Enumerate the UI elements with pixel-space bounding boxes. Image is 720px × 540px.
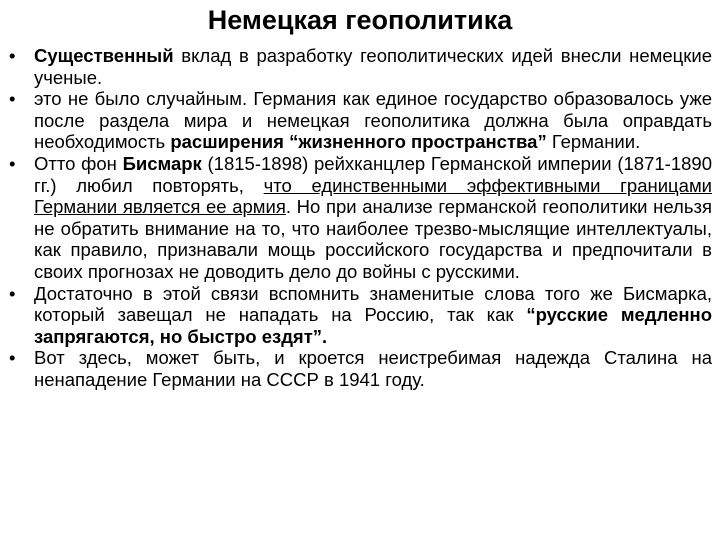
bullet-text: Отто фон [34,152,123,174]
bullet-item [9,283,712,348]
slide-title: Немецкая геополитика [207,5,513,35]
bullet-list [9,45,712,391]
bullet-text: это не было случайным. Германия как единое государство образовалось уже после раздела мира и немецкая геополитика должна была оправдать необходимость [34,88,712,153]
bullet-text: вклад в разработку геополитических идей внесли немецкие ученые. [34,45,712,88]
bullet-item [9,347,712,390]
bold-name: Бисмарк [122,152,202,174]
bullet-item [9,88,712,153]
bullet-text: Вот здесь, может быть, и кроется неистребимая надежда Сталина на ненападение Германии на СССР в 1941 году. [34,347,712,390]
bullet-dot: • [9,347,16,369]
bullet-item [9,153,712,283]
bullet-dot: • [9,88,16,110]
bullet-text: (1815-1898) рейхканцлер Германской империи (1871-1890 гг.) любил повторять, [34,152,712,196]
bullet-dot: • [9,152,16,174]
bullet-dot: • [9,282,16,304]
bold-quote: “русские медленно запрягаются, но быстро ездят”. [34,304,713,347]
bullet-item [9,45,712,88]
bullet-text: Германии. [546,131,641,153]
bullet-text: Достаточно в этой связи вспомнить знаменитые слова того же Бисмарка, который завещал не нападать на Россию, так как [34,282,712,326]
bullet-dot: • [9,45,16,66]
underlined-quote: что единственными эффективными границами Германии является ее армия [34,174,712,218]
bullet-text: . Но при анализе германской геополитики нельзя не обратить внимание на то, что наиболее трезво-мыслящие интеллектуалы, как правило, признавали мощь российского государства и предпочитали в своих прогнозах не доводить дело до войны с русскими. [34,196,712,282]
bold-term: Существенный [34,45,174,66]
bold-phrase: расширения “жизненного пространства” [170,131,547,153]
